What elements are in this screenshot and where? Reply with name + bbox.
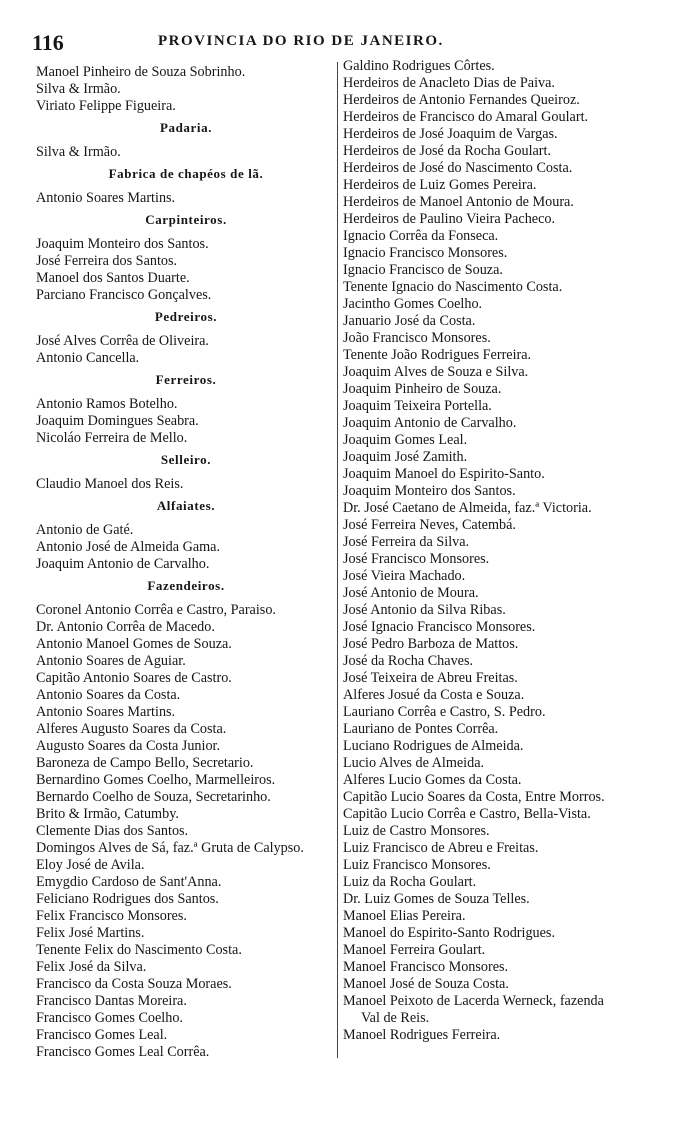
list-entry: Joaquim Antonio de Carvalho. <box>36 556 210 572</box>
list-entry: Silva & Irmão. <box>36 81 121 97</box>
list-entry: Luiz Francisco Monsores. <box>343 857 491 873</box>
list-entry: José Antonio da Silva Ribas. <box>343 602 506 618</box>
list-entry: Antonio Ramos Botelho. <box>36 396 178 412</box>
list-entry: Manoel José de Souza Costa. <box>343 976 509 992</box>
list-entry: Eloy José de Avila. <box>36 857 145 873</box>
list-entry: José Ignacio Francisco Monsores. <box>343 619 536 635</box>
list-entry: Antonio Soares da Costa. <box>36 687 181 703</box>
list-entry: Manoel do Espirito-Santo Rodrigues. <box>343 925 556 941</box>
list-entry: Coronel Antonio Corrêa e Castro, Paraiso. <box>36 602 276 618</box>
list-entry: Tenente Felix do Nascimento Costa. <box>36 942 242 958</box>
list-entry: Luiz de Castro Monsores. <box>343 823 490 839</box>
list-entry: Manoel Rodrigues Ferreira. <box>343 1027 501 1043</box>
list-entry: Augusto Soares da Costa Junior. <box>36 738 221 754</box>
column-divider <box>337 62 338 1058</box>
list-entry: Herdeiros de Luiz Gomes Pereira. <box>343 177 537 193</box>
list-entry: José Teixeira de Abreu Freitas. <box>343 670 518 686</box>
list-entry: Tenente Ignacio do Nascimento Costa. <box>343 279 563 295</box>
list-entry: Luciano Rodrigues de Almeida. <box>343 738 524 754</box>
list-entry: Lauriano Corrêa e Castro, S. Pedro. <box>343 704 546 720</box>
list-entry: Joaquim Domingues Seabra. <box>36 413 199 429</box>
list-entry: Baroneza de Campo Bello, Secretario. <box>36 755 254 771</box>
list-entry: Lucio Alves de Almeida. <box>343 755 485 771</box>
list-entry: Herdeiros de José da Rocha Goulart. <box>343 143 552 159</box>
list-entry: João Francisco Monsores. <box>343 330 491 346</box>
list-entry: Alferes Lucio Gomes da Costa. <box>343 772 522 788</box>
list-entry: Ignacio Francisco Monsores. <box>343 245 508 261</box>
list-entry: Bernardo Coelho de Souza, Secretarinho. <box>36 789 271 805</box>
list-entry: Parciano Francisco Gonçalves. <box>36 287 212 303</box>
list-entry: Dr. José Caetano de Almeida, faz.ª Victoria. <box>343 500 592 516</box>
list-entry: Bernardino Gomes Coelho, Marmelleiros. <box>36 772 276 788</box>
section-heading: Selleiro. <box>160 452 212 467</box>
section-heading: Alfaiates. <box>156 498 216 513</box>
list-entry: Francisco Gomes Leal. <box>36 1027 168 1043</box>
list-entry: Domingos Alves de Sá, faz.ª Gruta de Calypso. <box>36 840 304 856</box>
list-entry: Dr. Luiz Gomes de Souza Telles. <box>343 891 530 907</box>
list-entry: José Ferreira Neves, Catembá. <box>343 517 516 533</box>
list-entry: Alferes Augusto Soares da Costa. <box>36 721 227 737</box>
list-entry: Capitão Lucio Soares da Costa, Entre Morros. <box>343 789 605 805</box>
list-entry: José da Rocha Chaves. <box>343 653 474 669</box>
list-entry: Joaquim Gomes Leal. <box>343 432 468 448</box>
section-heading: Fabrica de chapéos de lã. <box>108 166 264 181</box>
list-entry: Jacintho Gomes Coelho. <box>343 296 483 312</box>
list-entry: Manoel Pinheiro de Souza Sobrinho. <box>36 64 246 80</box>
list-entry: Herdeiros de Francisco do Amaral Goulart. <box>343 109 589 125</box>
list-entry: Francisco da Costa Souza Moraes. <box>36 976 232 992</box>
section-heading: Carpinteiros. <box>145 212 227 227</box>
list-entry: José Alves Corrêa de Oliveira. <box>36 333 209 349</box>
list-entry: José Ferreira dos Santos. <box>36 253 178 269</box>
list-entry: Herdeiros de José do Nascimento Costa. <box>343 160 573 176</box>
list-entry: Joaquim José Zamith. <box>343 449 468 465</box>
list-entry: Felix José da Silva. <box>36 959 147 975</box>
list-entry: José Vieira Machado. <box>343 568 466 584</box>
list-entry: Manoel dos Santos Duarte. <box>36 270 190 286</box>
section-heading: Fazendeiros. <box>147 578 225 593</box>
list-entry: Galdino Rodrigues Côrtes. <box>343 58 495 74</box>
list-entry: José Antonio de Moura. <box>343 585 479 601</box>
list-entry: Joaquim Alves de Souza e Silva. <box>343 364 529 380</box>
list-entry: Herdeiros de Antonio Fernandes Queiroz. <box>343 92 580 108</box>
list-entry: Joaquim Teixeira Portella. <box>343 398 492 414</box>
list-entry: Viriato Felippe Figueira. <box>36 98 176 114</box>
list-entry: Francisco Gomes Coelho. <box>36 1010 183 1026</box>
list-entry: Capitão Lucio Corrêa e Castro, Bella-Vista. <box>343 806 591 822</box>
section-heading: Ferreiros. <box>155 372 217 387</box>
list-entry: Feliciano Rodrigues dos Santos. <box>36 891 219 907</box>
list-entry: Herdeiros de José Joaquim de Vargas. <box>343 126 558 142</box>
list-entry: Manoel Ferreira Goulart. <box>343 942 486 958</box>
list-entry: Lauriano de Pontes Corrêa. <box>343 721 499 737</box>
list-entry: Silva & Irmão. <box>36 144 121 160</box>
list-entry: Joaquim Pinheiro de Souza. <box>343 381 502 397</box>
list-entry: Antonio de Gaté. <box>36 522 134 538</box>
page-number: 116 <box>32 30 64 55</box>
list-entry: Joaquim Monteiro dos Santos. <box>36 236 209 252</box>
list-entry: Antonio Cancella. <box>36 350 140 366</box>
section-heading: Padaria. <box>159 120 213 135</box>
list-entry: Alferes Josué da Costa e Souza. <box>343 687 525 703</box>
list-entry: Ignacio Francisco de Souza. <box>343 262 503 278</box>
column-right <box>343 58 688 1044</box>
list-entry: Joaquim Manoel do Espirito-Santo. <box>343 466 545 482</box>
list-entry: Manoel Francisco Monsores. <box>343 959 509 975</box>
list-entry: José Pedro Barboza de Mattos. <box>343 636 519 652</box>
list-entry: Antonio Soares de Aguiar. <box>36 653 186 669</box>
list-entry: Francisco Gomes Leal Corrêa. <box>36 1044 210 1060</box>
column-left <box>36 64 336 1061</box>
list-entry: Joaquim Monteiro dos Santos. <box>343 483 516 499</box>
list-entry: Herdeiros de Anacleto Dias de Paiva. <box>343 75 555 91</box>
list-entry: Antonio José de Almeida Gama. <box>36 539 221 555</box>
list-entry: Antonio Manoel Gomes de Souza. <box>36 636 232 652</box>
list-entry: Antonio Soares Martins. <box>36 704 176 720</box>
list-entry: Januario José da Costa. <box>343 313 476 329</box>
list-entry: Tenente João Rodrigues Ferreira. <box>343 347 532 363</box>
list-entry: Joaquim Antonio de Carvalho. <box>343 415 517 431</box>
list-entry: Val de Reis. <box>361 1010 430 1026</box>
list-entry: Antonio Soares Martins. <box>36 190 176 206</box>
list-entry: Luiz Francisco de Abreu e Freitas. <box>343 840 539 856</box>
list-entry: Dr. Antonio Corrêa de Macedo. <box>36 619 215 635</box>
list-entry: Capitão Antonio Soares de Castro. <box>36 670 232 686</box>
list-entry: Francisco Dantas Moreira. <box>36 993 187 1009</box>
section-heading: Pedreiros. <box>154 309 218 324</box>
list-entry: Ignacio Corrêa da Fonseca. <box>343 228 499 244</box>
list-entry: Clemente Dias dos Santos. <box>36 823 189 839</box>
list-entry: Claudio Manoel dos Reis. <box>36 476 184 492</box>
list-entry: Manoel Elias Pereira. <box>343 908 466 924</box>
list-entry: Herdeiros de Manoel Antonio de Moura. <box>343 194 574 210</box>
list-entry: Manoel Peixoto de Lacerda Werneck, fazenda <box>343 993 604 1009</box>
list-entry: Brito & Irmão, Catumby. <box>36 806 179 822</box>
list-entry: Felix Francisco Monsores. <box>36 908 187 924</box>
list-entry: José Ferreira da Silva. <box>343 534 470 550</box>
list-entry: Nicoláo Ferreira de Mello. <box>36 430 188 446</box>
list-entry: Felix José Martins. <box>36 925 145 941</box>
running-head: PROVINCIA DO RIO DE JANEIRO. <box>158 33 444 49</box>
list-entry: Luiz da Rocha Goulart. <box>343 874 477 890</box>
list-entry: Herdeiros de Paulino Vieira Pacheco. <box>343 211 556 227</box>
list-entry: Emygdio Cardoso de Sant'Anna. <box>36 874 222 890</box>
list-entry: José Francisco Monsores. <box>343 551 490 567</box>
